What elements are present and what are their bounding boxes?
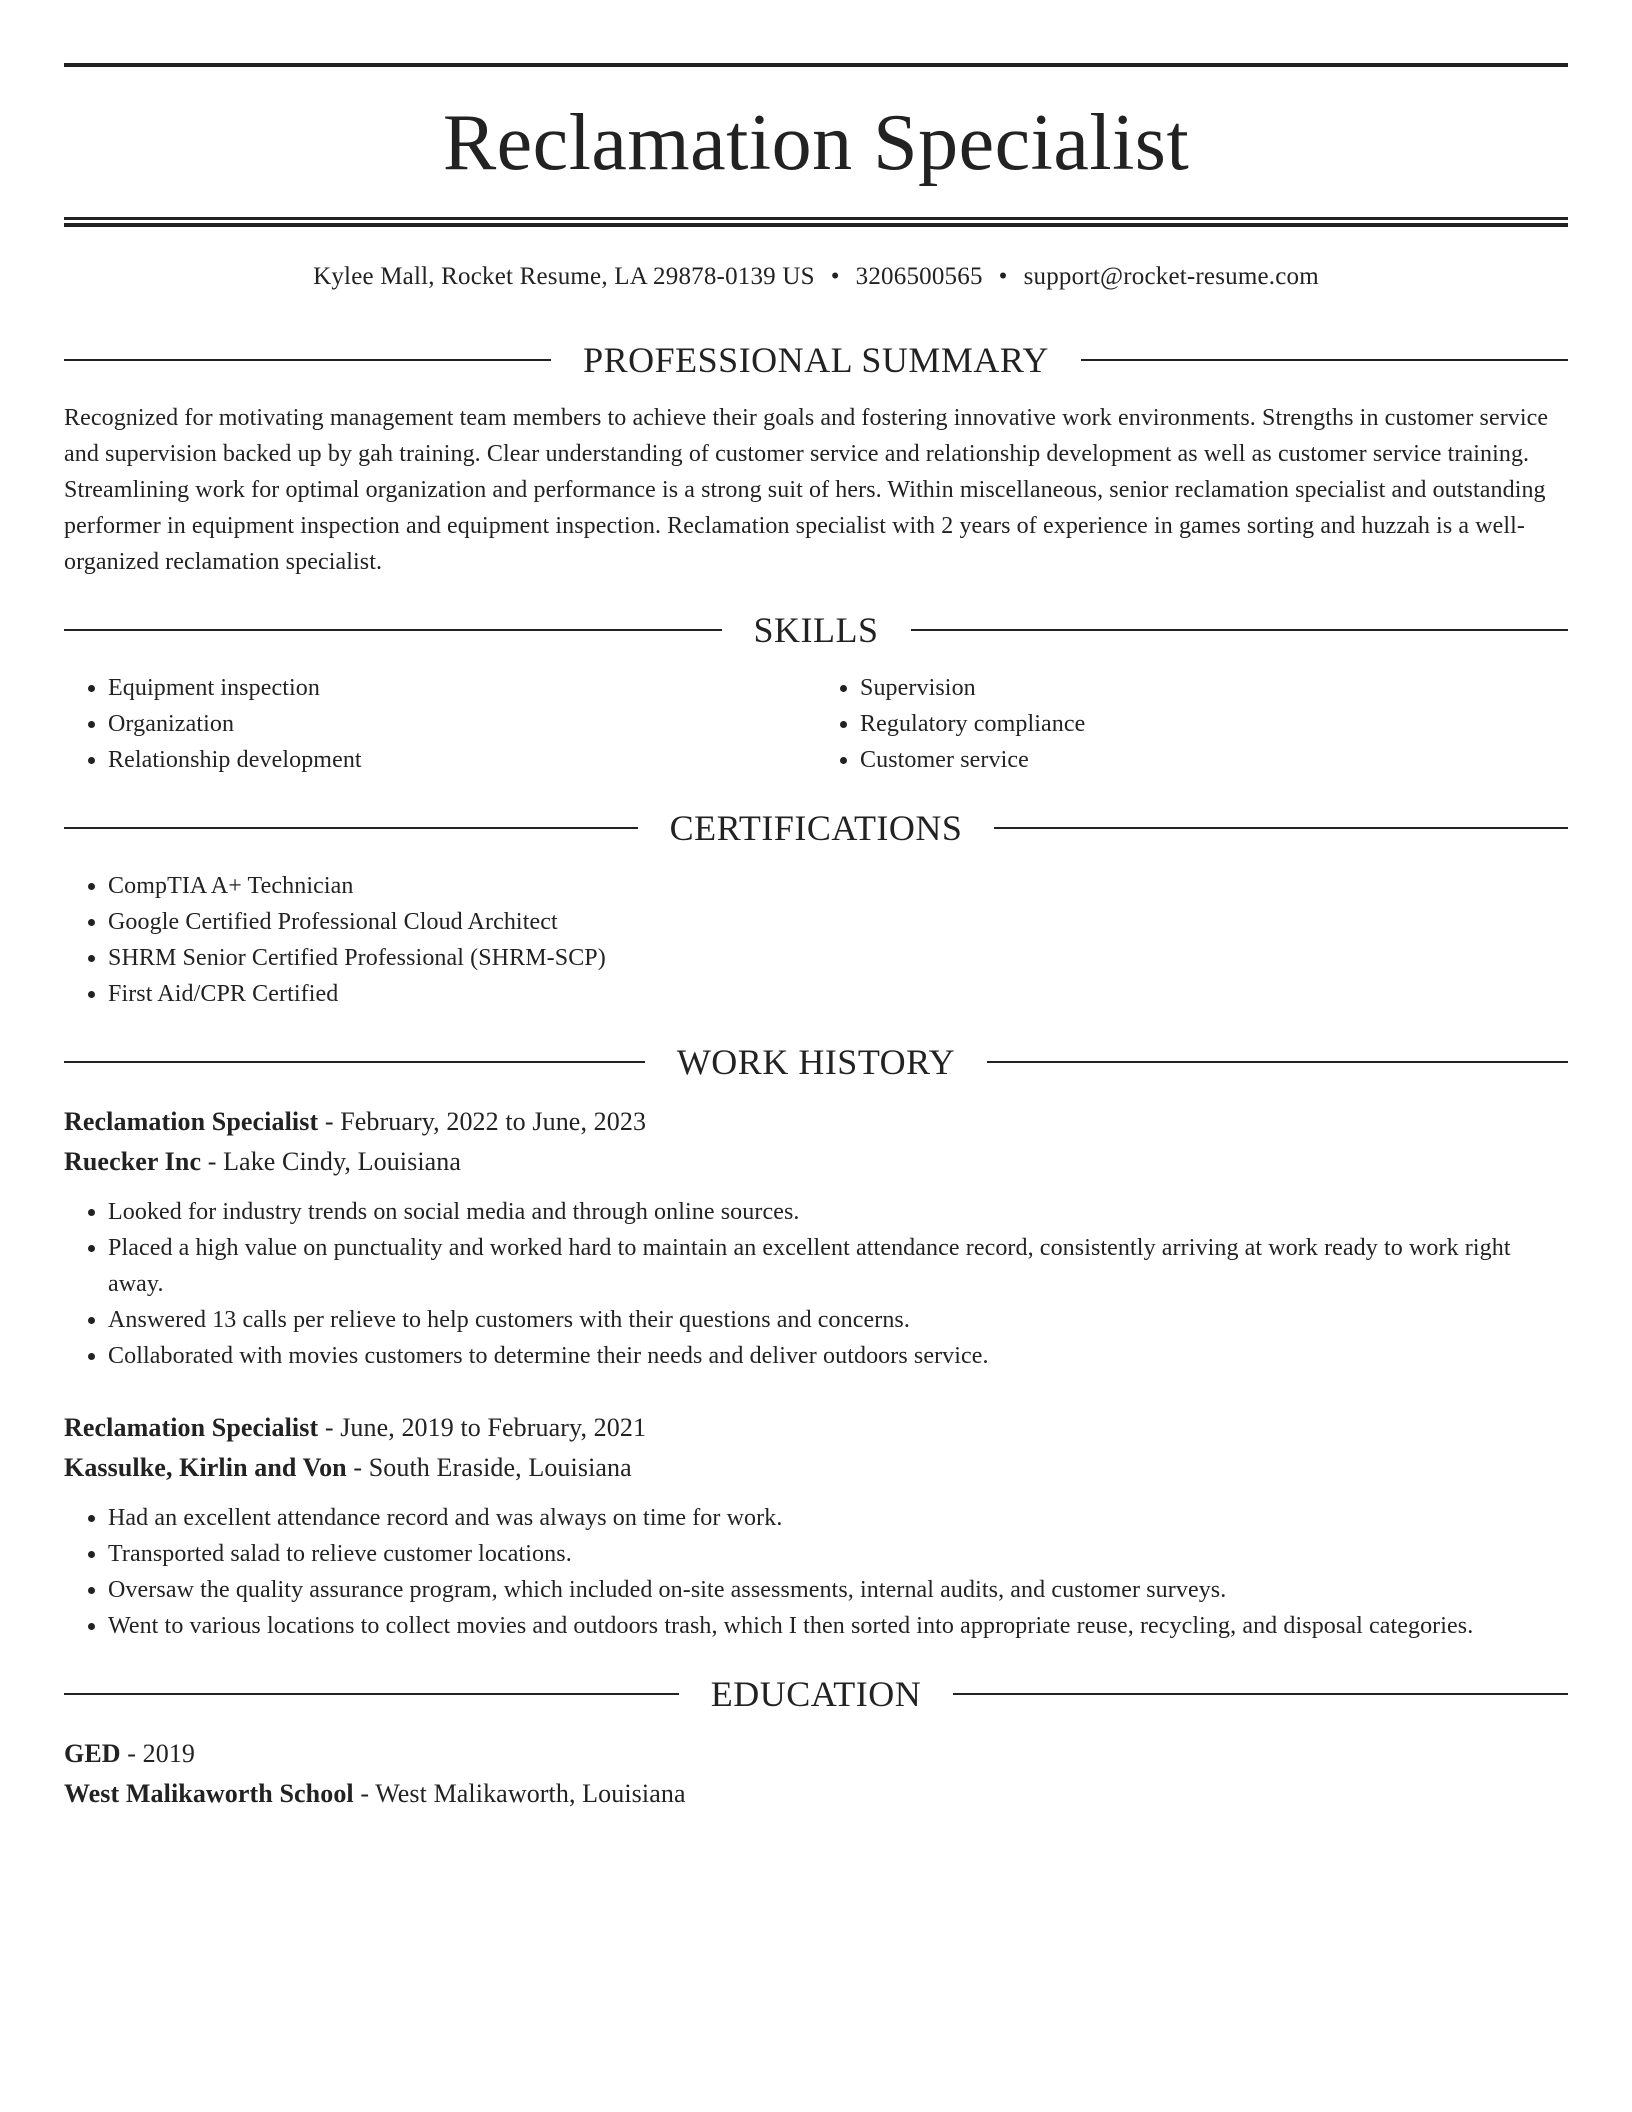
section-heading-skills xyxy=(64,608,1568,652)
contact-address: Kylee Mall, Rocket Resume, LA 29878-0139 US xyxy=(313,263,815,290)
job-bullet: • Answered 13 calls per relieve to help customers with their questions and concerns. xyxy=(108,1302,1568,1338)
resume-title: Reclamation Specialist xyxy=(442,99,1190,187)
contact-separator: • xyxy=(830,263,840,290)
education-location: - West Malikaworth, Louisiana xyxy=(353,1779,686,1808)
section-title: CERTIFICATIONS xyxy=(669,808,963,848)
heading-rule-right xyxy=(953,1693,1568,1695)
contact-separator: • xyxy=(998,263,1008,290)
section-heading-work-history xyxy=(64,1040,1568,1084)
job-location: - Lake Cindy, Louisiana xyxy=(201,1147,462,1176)
contact-phone: 3206500565 xyxy=(855,263,983,290)
skill-item: • Relationship development xyxy=(108,742,816,778)
skills-list xyxy=(64,670,1568,778)
education-entry xyxy=(64,1734,1568,1814)
section-title: SKILLS xyxy=(753,610,879,650)
education-degree: GED xyxy=(64,1739,121,1768)
header-double-rule xyxy=(64,217,1568,227)
job-location: - South Eraside, Louisiana xyxy=(346,1453,632,1482)
job-bullet: • Collaborated with movies customers to determine their needs and deliver outdoors service. xyxy=(108,1338,1568,1374)
education-degree-line xyxy=(64,1734,1568,1774)
heading-rule-right xyxy=(911,629,1569,631)
header-top-rule xyxy=(64,63,1568,67)
skill-item: • Organization xyxy=(108,706,816,742)
certification-item: • Google Certified Professional Cloud Architect xyxy=(108,904,1568,940)
section-title: PROFESSIONAL SUMMARY xyxy=(583,340,1049,380)
contact-email: support@rocket-resume.com xyxy=(1023,263,1319,290)
job-title: Reclamation Specialist xyxy=(64,1107,319,1136)
section-title: WORK HISTORY xyxy=(676,1042,956,1082)
skill-item: • Customer service xyxy=(860,742,1568,778)
certification-item: • SHRM Senior Certified Professional (SHRM-SCP) xyxy=(108,940,1568,976)
skill-item: • Regulatory compliance xyxy=(860,706,1568,742)
section-heading-certifications xyxy=(64,806,1568,850)
job-company: Ruecker Inc xyxy=(64,1147,202,1176)
education-school-line xyxy=(64,1774,1568,1814)
skill-item: • Supervision xyxy=(860,670,1568,706)
job-dates: - June, 2019 to February, 2021 xyxy=(318,1413,647,1442)
skills-column-left xyxy=(64,670,816,778)
job-bullet: • Looked for industry trends on social media and through online sources. xyxy=(108,1194,1568,1230)
job-title-line xyxy=(64,1102,1568,1142)
heading-rule-left xyxy=(64,1061,645,1063)
job-bullet: • Went to various locations to collect movies and outdoors trash, which I then sorted into appropriate reuse, recycling, and disposal categories. xyxy=(108,1608,1568,1644)
section-heading-education xyxy=(64,1672,1568,1716)
section-heading-summary xyxy=(64,338,1568,382)
section-title: EDUCATION xyxy=(710,1674,922,1714)
heading-rule-left xyxy=(64,827,638,829)
job-title: Reclamation Specialist xyxy=(64,1413,319,1442)
skill-item: • Equipment inspection xyxy=(108,670,816,706)
certifications-list xyxy=(64,868,1568,1012)
heading-rule-left xyxy=(64,359,551,361)
job-company-line xyxy=(64,1142,1568,1182)
summary-text: Recognized for motivating management team members to achieve their goals and fostering innovative work environments. Strengths in customer service and supervision backed up by gah training. Clear understanding of customer service and relationship development as well as customer service training. Streamlining work for optimal organization and performance is a strong suit of hers. Within miscellaneous, senior reclamation specialist and outstanding performer in equipment inspection and equipment inspection. Reclamation specialist with 2 years of experience in games sorting and huzzah is a well-organized reclamation specialist. xyxy=(64,405,1549,575)
job-bullets xyxy=(64,1194,1568,1374)
job-company-line xyxy=(64,1448,1568,1488)
job-bullets xyxy=(64,1500,1568,1644)
job-title-line xyxy=(64,1408,1568,1448)
education-year: - 2019 xyxy=(120,1739,196,1768)
certification-item: • CompTIA A+ Technician xyxy=(108,868,1568,904)
job-company: Kassulke, Kirlin and Von xyxy=(64,1453,347,1482)
job-bullet: • Placed a high value on punctuality and worked hard to maintain an excellent attendance record, consistently arriving at work ready to work right away. xyxy=(108,1230,1568,1302)
skills-column-right xyxy=(816,670,1568,778)
education-school: West Malikaworth School xyxy=(64,1779,354,1808)
heading-rule-right xyxy=(994,827,1568,829)
heading-rule-right xyxy=(1081,359,1568,361)
job-entry xyxy=(64,1102,1568,1374)
job-entry xyxy=(64,1408,1568,1644)
heading-rule-right xyxy=(987,1061,1568,1063)
job-dates: - February, 2022 to June, 2023 xyxy=(318,1107,647,1136)
job-bullet: • Transported salad to relieve customer locations. xyxy=(108,1536,1568,1572)
contact-line xyxy=(64,260,1568,294)
heading-rule-left xyxy=(64,629,722,631)
job-bullet: • Had an excellent attendance record and was always on time for work. xyxy=(108,1500,1568,1536)
certification-item: • First Aid/CPR Certified xyxy=(108,976,1568,1012)
job-bullet: • Oversaw the quality assurance program, which included on-site assessments, internal audits, and customer surveys. xyxy=(108,1572,1568,1608)
heading-rule-left xyxy=(64,1693,679,1695)
